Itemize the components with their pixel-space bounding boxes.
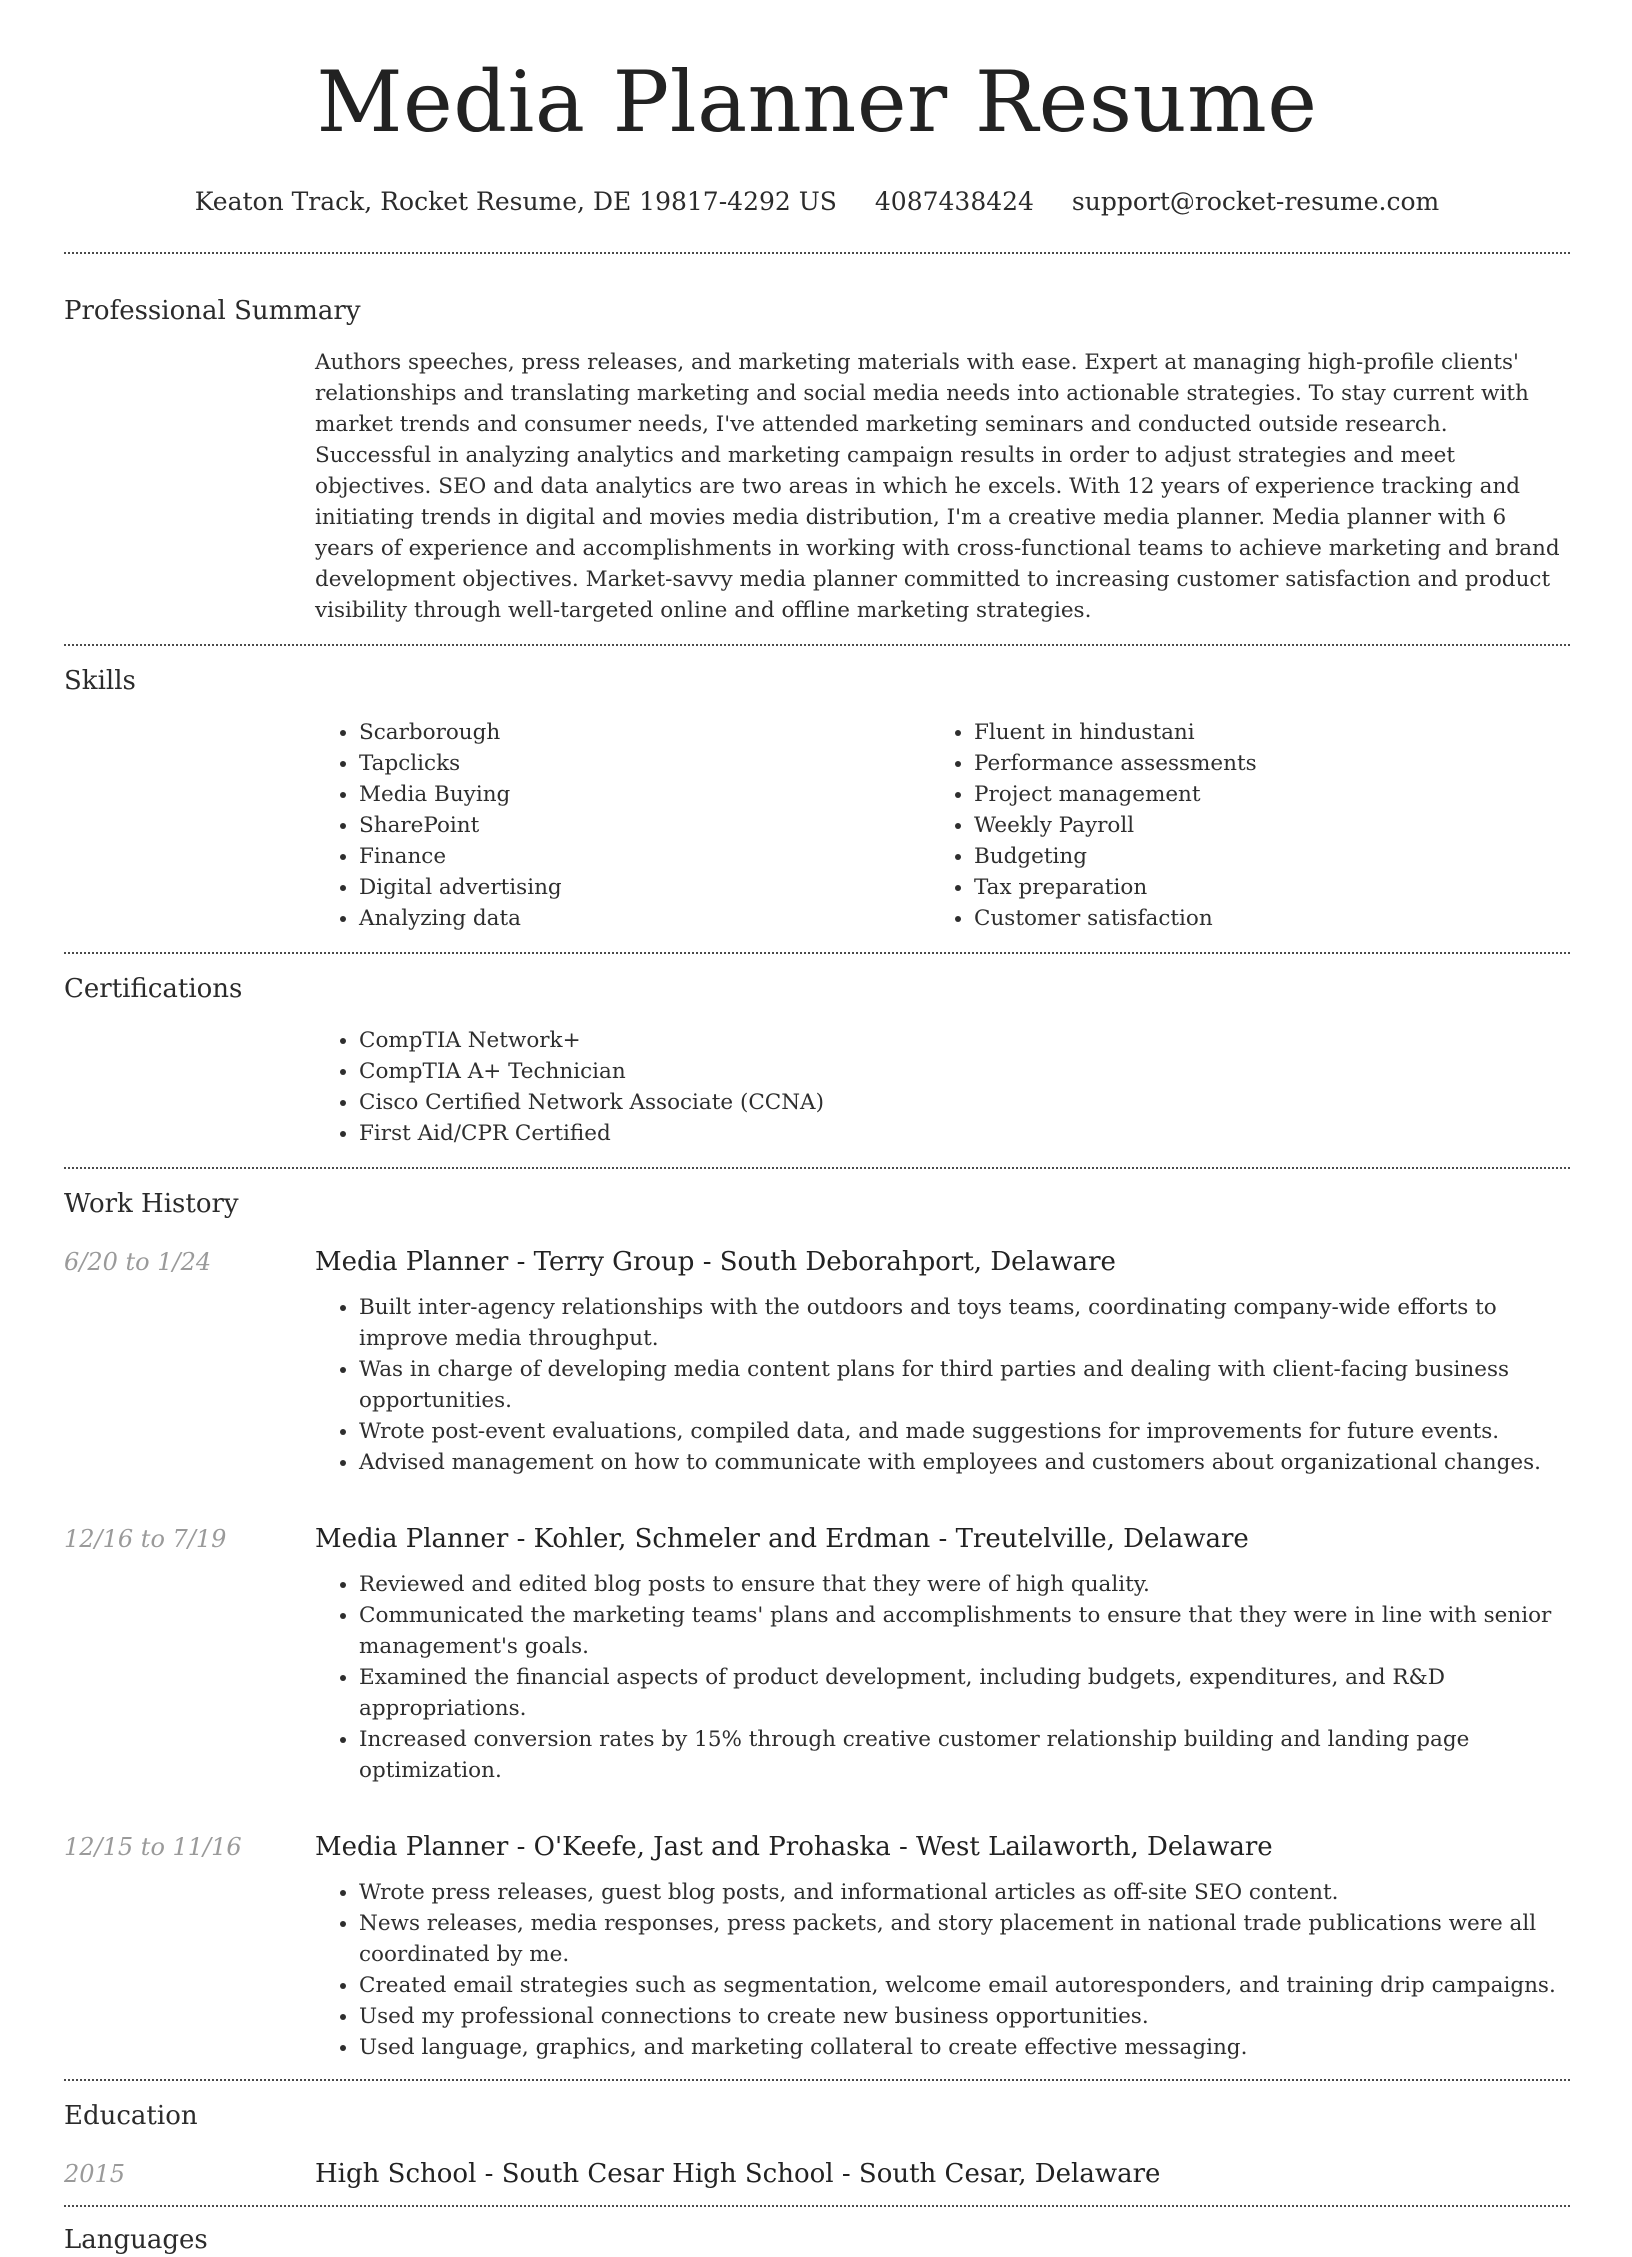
contact-info: [64, 186, 1570, 218]
skill-item: • Tax preparation: [974, 872, 1545, 903]
skill-item: • Fluent in hindustani: [974, 717, 1545, 748]
job-bullet: • Was in charge of developing media content plans for third parties and dealing with client-facing business opportunities.: [359, 1354, 1570, 1416]
job-bullet: • Used my professional connections to create new business opportunities.: [359, 2001, 1570, 2032]
contact-email: support@rocket-resume.com: [1071, 187, 1440, 216]
summary-section: [64, 254, 1570, 644]
job-entry: [64, 1221, 1570, 1478]
skills-list-left: [315, 717, 930, 934]
job-bullet: • Built inter-agency relationships with the outdoors and toys teams, coordinating company-wide efforts to improve media throughput.: [359, 1292, 1570, 1354]
skills-list-right: [930, 717, 1545, 934]
job-bullet: • Examined the financial aspects of product development, including budgets, expenditures, and R&D appropriations.: [359, 1662, 1570, 1724]
job-date: 6/20 to 1/24: [64, 1248, 212, 1276]
page-title: Media Planner Resume: [316, 53, 1318, 151]
job-bullet: • Communicated the marketing teams' plans and accomplishments to ensure that they were in line with senior management's goals.: [359, 1600, 1570, 1662]
work-history-section: [64, 1169, 1570, 2079]
certifications-section: [64, 954, 1570, 1167]
skill-item: • Analyzing data: [359, 903, 930, 934]
skill-item: • Digital advertising: [359, 872, 930, 903]
skill-item: • Customer satisfaction: [974, 903, 1545, 934]
job-heading: Media Planner - O'Keefe, Jast and Prohaska - West Lailaworth, Delaware: [315, 1832, 1273, 1862]
certification-item: • Cisco Certified Network Associate (CCNA): [359, 1087, 1570, 1118]
education-date: 2015: [64, 2160, 126, 2188]
skill-item: • Weekly Payroll: [974, 810, 1545, 841]
job-entry: [64, 1478, 1570, 1786]
education-heading: High School - South Cesar High School - South Cesar, Delaware: [315, 2159, 1161, 2189]
skills-section: [64, 646, 1570, 952]
certification-item: • CompTIA A+ Technician: [359, 1056, 1570, 1087]
skill-item: • Budgeting: [974, 841, 1545, 872]
job-bullets: [315, 1279, 1570, 1478]
job-bullet: • News releases, media responses, press packets, and story placement in national trade publications were all coordinated by me.: [359, 1908, 1570, 1970]
job-date: 12/15 to 11/16: [64, 1833, 242, 1861]
skills-grid: [315, 698, 1570, 952]
job-entry: [64, 1786, 1570, 2079]
certification-item: • First Aid/CPR Certified: [359, 1118, 1570, 1149]
resume-page: [64, 0, 1570, 2257]
summary-title: Professional Summary: [64, 296, 361, 326]
job-bullets: [315, 1556, 1570, 1786]
job-bullet: • Wrote post-event evaluations, compiled data, and made suggestions for improvements for future events.: [359, 1416, 1570, 1447]
certifications-title: Certifications: [64, 974, 243, 1004]
job-date: 12/16 to 7/19: [64, 1525, 227, 1553]
skill-item: • Finance: [359, 841, 930, 872]
education-entry: [64, 2133, 1570, 2205]
contact-phone: 4087438424: [874, 187, 1034, 216]
job-bullet: • Advised management on how to communicate with employees and customers about organizational changes.: [359, 1447, 1570, 1478]
languages-section: [64, 2207, 1570, 2257]
languages-title: Languages: [64, 2225, 208, 2255]
skill-item: • Performance assessments: [974, 748, 1545, 779]
contact-address: Keaton Track, Rocket Resume, DE 19817-4292 US: [194, 187, 837, 216]
job-bullet: • Created email strategies such as segmentation, welcome email autoresponders, and training drip campaigns.: [359, 1970, 1570, 2001]
job-bullet: • Reviewed and edited blog posts to ensure that they were of high quality.: [359, 1569, 1570, 1600]
education-section: [64, 2081, 1570, 2205]
certifications-list: [315, 1006, 1570, 1167]
skill-item: • Media Buying: [359, 779, 930, 810]
certification-item: • CompTIA Network+: [359, 1025, 1570, 1056]
job-bullet: • Increased conversion rates by 15% through creative customer relationship building and landing page optimization.: [359, 1724, 1570, 1786]
job-heading: Media Planner - Kohler, Schmeler and Erdman - Treutelville, Delaware: [315, 1524, 1249, 1554]
job-bullet: • Used language, graphics, and marketing collateral to create effective messaging.: [359, 2032, 1570, 2063]
job-bullets: [315, 1864, 1570, 2063]
skill-item: • SharePoint: [359, 810, 930, 841]
summary-text: Authors speeches, press releases, and marketing materials with ease. Expert at managing high-profile clients' relationships and translating marketing and social media needs into actionable strategies. To stay current with market trends and consumer needs, I've attended marketing seminars and conducted outside research. Successful in analyzing analytics and marketing campaign results in order to adjust strategies and meet objectives. SEO and data analytics are two areas in which he excels. With 12 years of experience tracking and initiating trends in digital and movies media distribution, I'm a creative media planner. Media planner with 6 years of experience and accomplishments in working with cross-functional teams to achieve marketing and brand development objectives. Market-savvy media planner committed to increasing customer satisfaction and product visibility through well-targeted online and offline marketing strategies.: [315, 350, 1560, 623]
skills-title: Skills: [64, 666, 136, 696]
job-bullet: • Wrote press releases, guest blog posts, and informational articles as off-site SEO content.: [359, 1877, 1570, 1908]
skill-item: • Project management: [974, 779, 1545, 810]
skill-item: • Tapclicks: [359, 748, 930, 779]
job-heading: Media Planner - Terry Group - South Deborahport, Delaware: [315, 1247, 1116, 1277]
education-title: Education: [64, 2101, 198, 2131]
work-history-title: Work History: [64, 1189, 239, 1219]
skill-item: • Scarborough: [359, 717, 930, 748]
